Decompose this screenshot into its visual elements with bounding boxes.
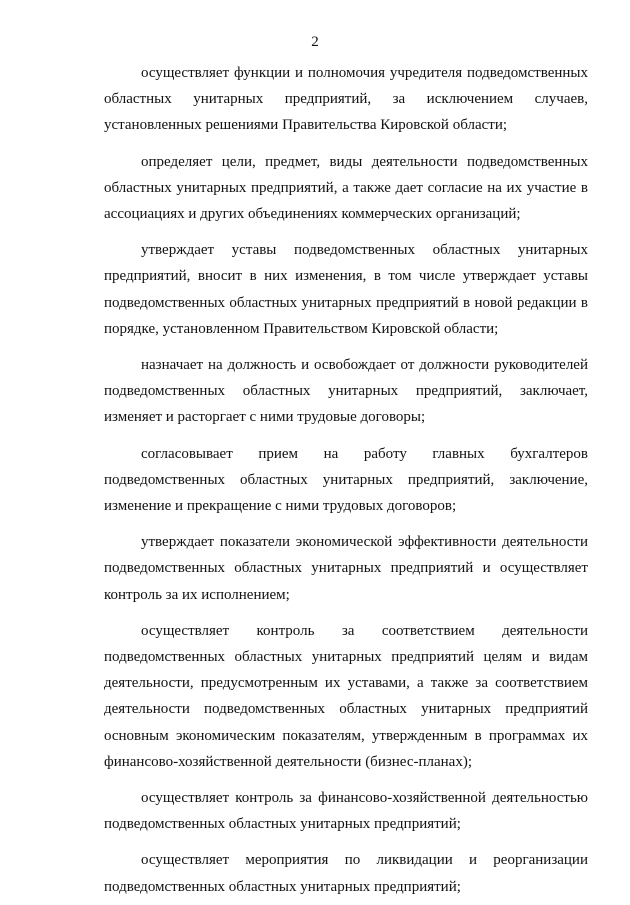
- paragraph: согласовывает прием на работу главных бухгалтеров подведомственных областных унитарных предприятий, заключение, изменение и прекращение с ними трудовых договоров;: [104, 445, 588, 515]
- paragraph: назначает на должность и освобождает от должности руководителей подведомственных областных унитарных предприятий, заключает, изменяет и расторгает с ними трудовые договоры;: [104, 357, 588, 426]
- paragraph: осуществляет функции и полномочия учредителя подведомственных областных унитарных предприятий, за исключением случаев, установленных решениями Правительства Кировской области;: [104, 65, 588, 134]
- paragraph: утверждает уставы подведомственных областных унитарных предприятий, вносит в них изменения, в том числе утверждает уставы подведомственных областных унитарных предприятий в новой редакции в порядке, установленном Правительством Кировской области;: [104, 242, 588, 337]
- paragraph: осуществляет контроль за соответствием деятельности подведомственных областных унитарных предприятий целям и видам деятельности, предусмотренным их уставами, а также за соответствием деятельности подведомственных областных унитарных предприятий основным экономическим показателям, утвержденным в программах их финансово-хозяйственной деятельности (бизнес-планах);: [104, 622, 588, 770]
- page-number: 2: [311, 34, 319, 50]
- paragraph: осуществляет мероприятия по ликвидации и реорганизации подведомственных областных унитарных предприятий;: [104, 852, 588, 895]
- paragraph: определяет цели, предмет, виды деятельности подведомственных областных унитарных предприятий, а также дает согласие на их участие в ассоциациях и других объединениях коммерческих организаций;: [104, 153, 588, 223]
- paragraph: осуществляет контроль за финансово-хозяйственной деятельностью подведомственных областных унитарных предприятий;: [104, 790, 588, 833]
- paragraph: утверждает показатели экономической эффективности деятельности подведомственных областных унитарных предприятий и осуществляет контроль за их исполнением;: [104, 534, 588, 603]
- document-body: [104, 60, 588, 900]
